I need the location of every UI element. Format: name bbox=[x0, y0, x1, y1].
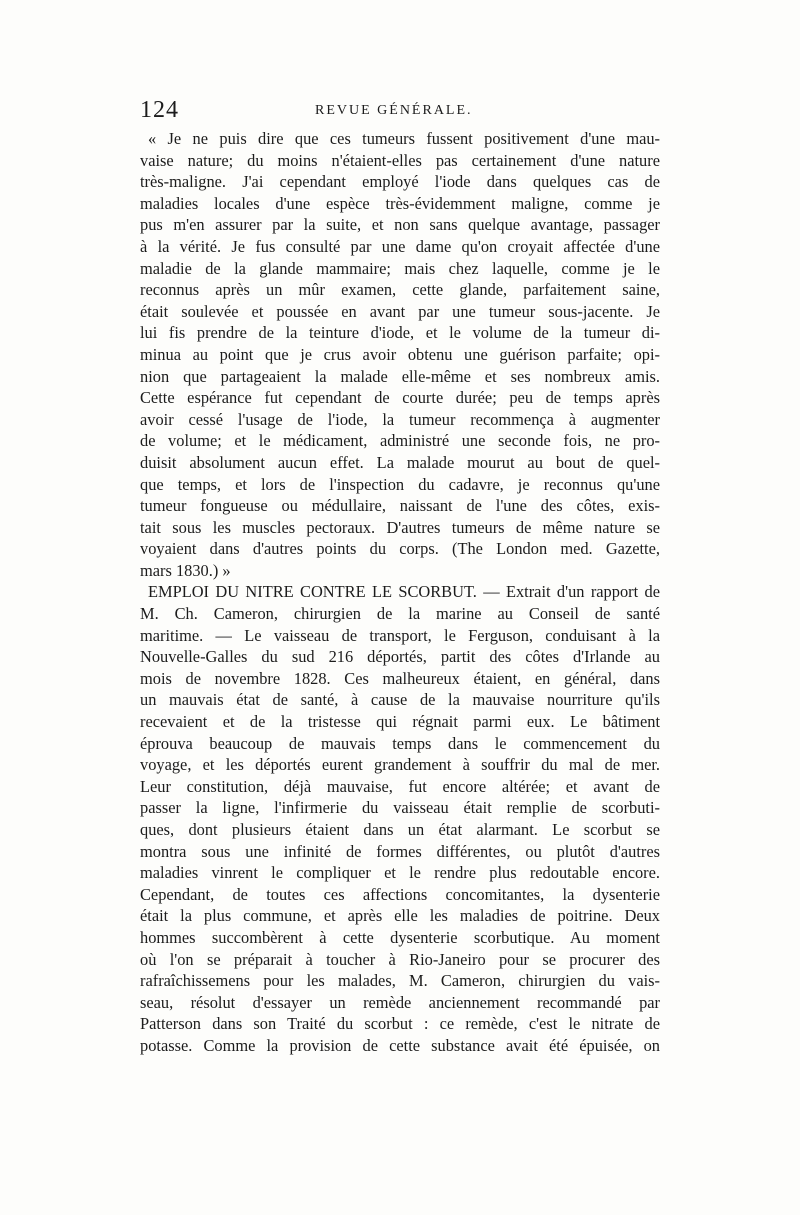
running-head bbox=[140, 97, 660, 123]
text-line: ques, dont plusieurs étaient dans un état alarmant. Le scorbut se bbox=[140, 820, 660, 839]
text-line: rafraîchissemens pour les malades, M. Cameron, chirurgien du vais- bbox=[140, 971, 660, 991]
text-line: « Je ne puis dire que ces tumeurs fussent positivement d'une mau- bbox=[148, 129, 660, 148]
text-line: maladies vinrent le compliquer et le rendre plus redoutable encore. bbox=[140, 863, 660, 883]
text-line: Cependant, de toutes ces affections concomitantes, la dysenterie bbox=[140, 884, 660, 904]
text-line: était soulevée et poussée en avant par une tumeur sous-jacente. Je bbox=[140, 301, 660, 321]
text-line: Nouvelle-Galles du sud 216 déportés, partit des côtes d'Irlande au bbox=[140, 647, 660, 667]
journal-title: REVUE GÉNÉRALE. bbox=[315, 103, 473, 118]
text-line: recevaient et de la tristesse qui régnait parmi eux. Le bâtiment bbox=[140, 712, 660, 732]
section-heading-line: EMPLOI DU NITRE CONTRE LE SCORBUT. — Extrait d'un rapport de bbox=[148, 582, 660, 602]
text-line: à la vérité. Je fus consulté par une dame qu'on croyait affectée d'une bbox=[140, 236, 660, 256]
body-text bbox=[140, 128, 660, 1057]
text-line: montra sous une infinité de formes différentes, ou plutôt d'autres bbox=[140, 841, 660, 861]
text-line: nion que partageaient la malade elle-même et ses nombreux amis. bbox=[140, 366, 660, 386]
text-line: Cette espérance fut cependant de courte durée; peu de temps après bbox=[140, 388, 660, 408]
text-line: pus m'en assurer par la suite, et non sans quelque avantage, passager bbox=[140, 215, 660, 235]
text-line: où l'on se préparait à toucher à Rio-Janeiro pour se procurer des bbox=[140, 949, 660, 969]
text-line: seau, résolut d'essayer un remède anciennement recommandé par bbox=[140, 992, 660, 1012]
text-line: voyaient dans d'autres points du corps. (The London med. Gazette, bbox=[140, 539, 660, 559]
text-line: vaise nature; du moins n'étaient-elles pas certainement d'une nature bbox=[140, 150, 660, 170]
text-line: potasse. Comme la provision de cette substance avait été épuisée, on bbox=[140, 1035, 660, 1055]
page-number: 124 bbox=[140, 97, 179, 123]
text-line: était la plus commune, et après elle les maladies de poitrine. Deux bbox=[140, 906, 660, 926]
text-line: Patterson dans son Traité du scorbut : ce remède, c'est le nitrate de bbox=[140, 1014, 660, 1034]
text-line: tumeur fongueuse ou médullaire, naissant de l'une des côtes, exis- bbox=[140, 496, 660, 516]
text-line: maladie de la glande mammaire; mais chez laquelle, comme je le bbox=[140, 258, 660, 278]
text-line: que temps, et lors de l'inspection du cadavre, je reconnus qu'une bbox=[140, 474, 660, 494]
text-line: un mauvais état de santé, à cause de la mauvaise nourriture qu'ils bbox=[140, 690, 660, 710]
text-line: voyage, et les déportés eurent grandement à souffrir du mal de mer. bbox=[140, 755, 660, 775]
text-line: M. Ch. Cameron, chirurgien de la marine au Conseil de santé bbox=[140, 604, 660, 624]
text-line: mars 1830.) » bbox=[140, 560, 231, 580]
text-line: maritime. — Le vaisseau de transport, le Ferguson, conduisant à la bbox=[140, 625, 660, 645]
text-line: hommes succombèrent à cette dysenterie scorbutique. Au moment bbox=[140, 927, 660, 947]
text-line: duisit absolument aucun effet. La malade mourut au bout de quel- bbox=[140, 452, 660, 472]
text-line: maladies locales d'une espèce très-évidemment maligne, comme je bbox=[140, 193, 660, 213]
text-line: mois de novembre 1828. Ces malheureux étaient, en général, dans bbox=[140, 668, 660, 688]
text-line: avoir cessé l'usage de l'iode, la tumeur recommença à augmenter bbox=[140, 409, 660, 429]
text-line: reconnus après un mûr examen, cette glande, parfaitement saine, bbox=[140, 280, 660, 300]
text-line: lui fis prendre de la teinture d'iode, et le volume de la tumeur di- bbox=[140, 323, 660, 343]
text-line: Leur constitution, déjà mauvaise, fut encore altérée; et avant de bbox=[140, 776, 660, 796]
text-line: éprouva beaucoup de mauvais temps dans le commencement du bbox=[140, 733, 660, 753]
text-line: tait sous les muscles pectoraux. D'autres tumeurs de même nature se bbox=[140, 517, 660, 537]
text-line: minua au point que je crus avoir obtenu une guérison parfaite; opi- bbox=[140, 344, 660, 364]
text-line: passer la ligne, l'infirmerie du vaisseau était remplie de scorbuti- bbox=[140, 798, 660, 818]
text-line: très-maligne. J'ai cependant employé l'iode dans quelques cas de bbox=[140, 172, 660, 192]
text-line: de volume; et le médicament, administré une seconde fois, ne pro- bbox=[140, 431, 660, 451]
